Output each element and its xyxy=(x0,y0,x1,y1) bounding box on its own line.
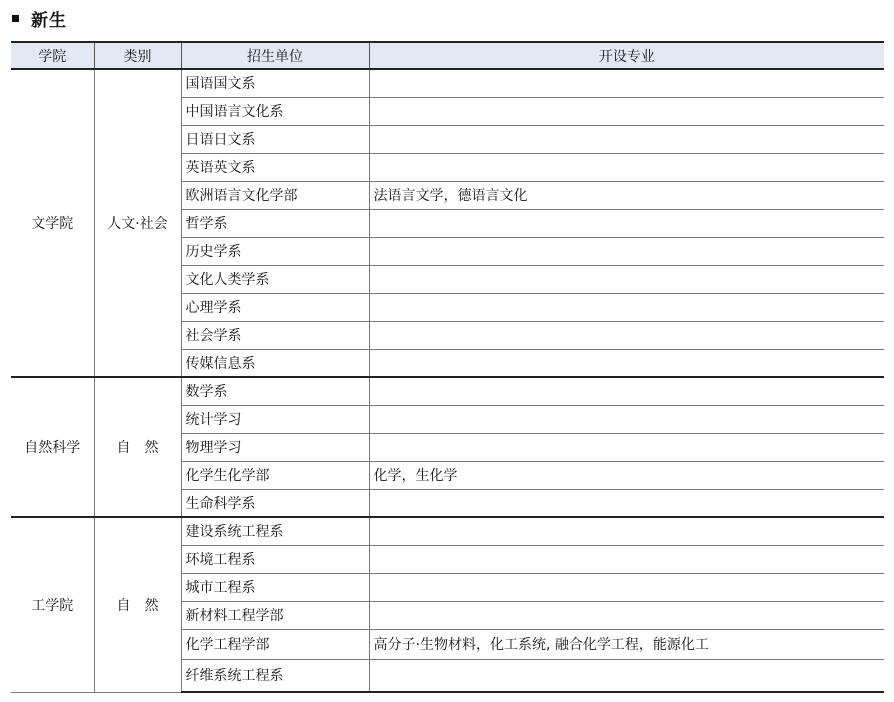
unit-cell: 物理学习 xyxy=(181,433,369,461)
unit-cell: 城市工程系 xyxy=(181,573,369,601)
majors-cell xyxy=(369,545,884,573)
unit-cell: 生命科学系 xyxy=(181,489,369,517)
majors-cell xyxy=(369,153,884,181)
majors-cell xyxy=(369,433,884,461)
table-row xyxy=(11,69,884,97)
majors-cell: 化学，生化学 xyxy=(369,461,884,489)
unit-cell: 建设系统工程系 xyxy=(181,517,369,545)
majors-cell xyxy=(369,573,884,601)
unit-cell: 历史学系 xyxy=(181,237,369,265)
unit-cell: 英语英文系 xyxy=(181,153,369,181)
unit-cell: 统计学习 xyxy=(181,405,369,433)
unit-cell: 化学生化学部 xyxy=(181,461,369,489)
majors-cell xyxy=(369,97,884,125)
unit-cell: 哲学系 xyxy=(181,209,369,237)
unit-cell: 日语日文系 xyxy=(181,125,369,153)
majors-cell xyxy=(369,517,884,545)
category-cell: 自 然 xyxy=(94,377,181,517)
college-cell: 工学院 xyxy=(11,517,94,692)
majors-cell xyxy=(369,489,884,517)
unit-cell: 社会学系 xyxy=(181,321,369,349)
majors-cell xyxy=(369,321,884,349)
category-cell: 人文·社会 xyxy=(94,69,181,377)
unit-cell: 化学工程学部 xyxy=(181,629,369,659)
category-cell: 自 然 xyxy=(94,517,181,692)
majors-cell xyxy=(369,405,884,433)
square-bullet-icon xyxy=(12,15,19,22)
majors-cell xyxy=(369,349,884,377)
table-body xyxy=(11,69,884,692)
header-unit: 招生单位 xyxy=(181,42,369,69)
majors-cell xyxy=(369,659,884,692)
header-category: 类别 xyxy=(94,42,181,69)
unit-cell: 中国语言文化系 xyxy=(181,97,369,125)
table-row xyxy=(11,517,884,545)
unit-cell: 纤维系统工程系 xyxy=(181,659,369,692)
table-header-row xyxy=(11,42,884,69)
majors-cell: 高分子·生物材料，化工系统, 融合化学工程，能源化工 xyxy=(369,629,884,659)
majors-table xyxy=(11,41,884,693)
unit-cell: 新材料工程学部 xyxy=(181,601,369,629)
majors-cell xyxy=(369,69,884,97)
majors-cell xyxy=(369,293,884,321)
majors-cell xyxy=(369,209,884,237)
header-college: 学院 xyxy=(11,42,94,69)
majors-cell xyxy=(369,125,884,153)
unit-cell: 欧洲语言文化学部 xyxy=(181,181,369,209)
unit-cell: 文化人类学系 xyxy=(181,265,369,293)
unit-cell: 环境工程系 xyxy=(181,545,369,573)
section-heading xyxy=(12,6,67,30)
majors-cell: 法语言文学，德语言文化 xyxy=(369,181,884,209)
unit-cell: 国语国文系 xyxy=(181,69,369,97)
unit-cell: 数学系 xyxy=(181,377,369,405)
header-majors: 开设专业 xyxy=(369,42,884,69)
majors-cell xyxy=(369,265,884,293)
unit-cell: 心理学系 xyxy=(181,293,369,321)
majors-cell xyxy=(369,377,884,405)
college-cell: 文学院 xyxy=(11,69,94,377)
unit-cell: 传媒信息系 xyxy=(181,349,369,377)
section-title: 新生 xyxy=(31,10,67,31)
table-row xyxy=(11,377,884,405)
majors-cell xyxy=(369,601,884,629)
majors-cell xyxy=(369,237,884,265)
college-cell: 自然科学 xyxy=(11,377,94,517)
